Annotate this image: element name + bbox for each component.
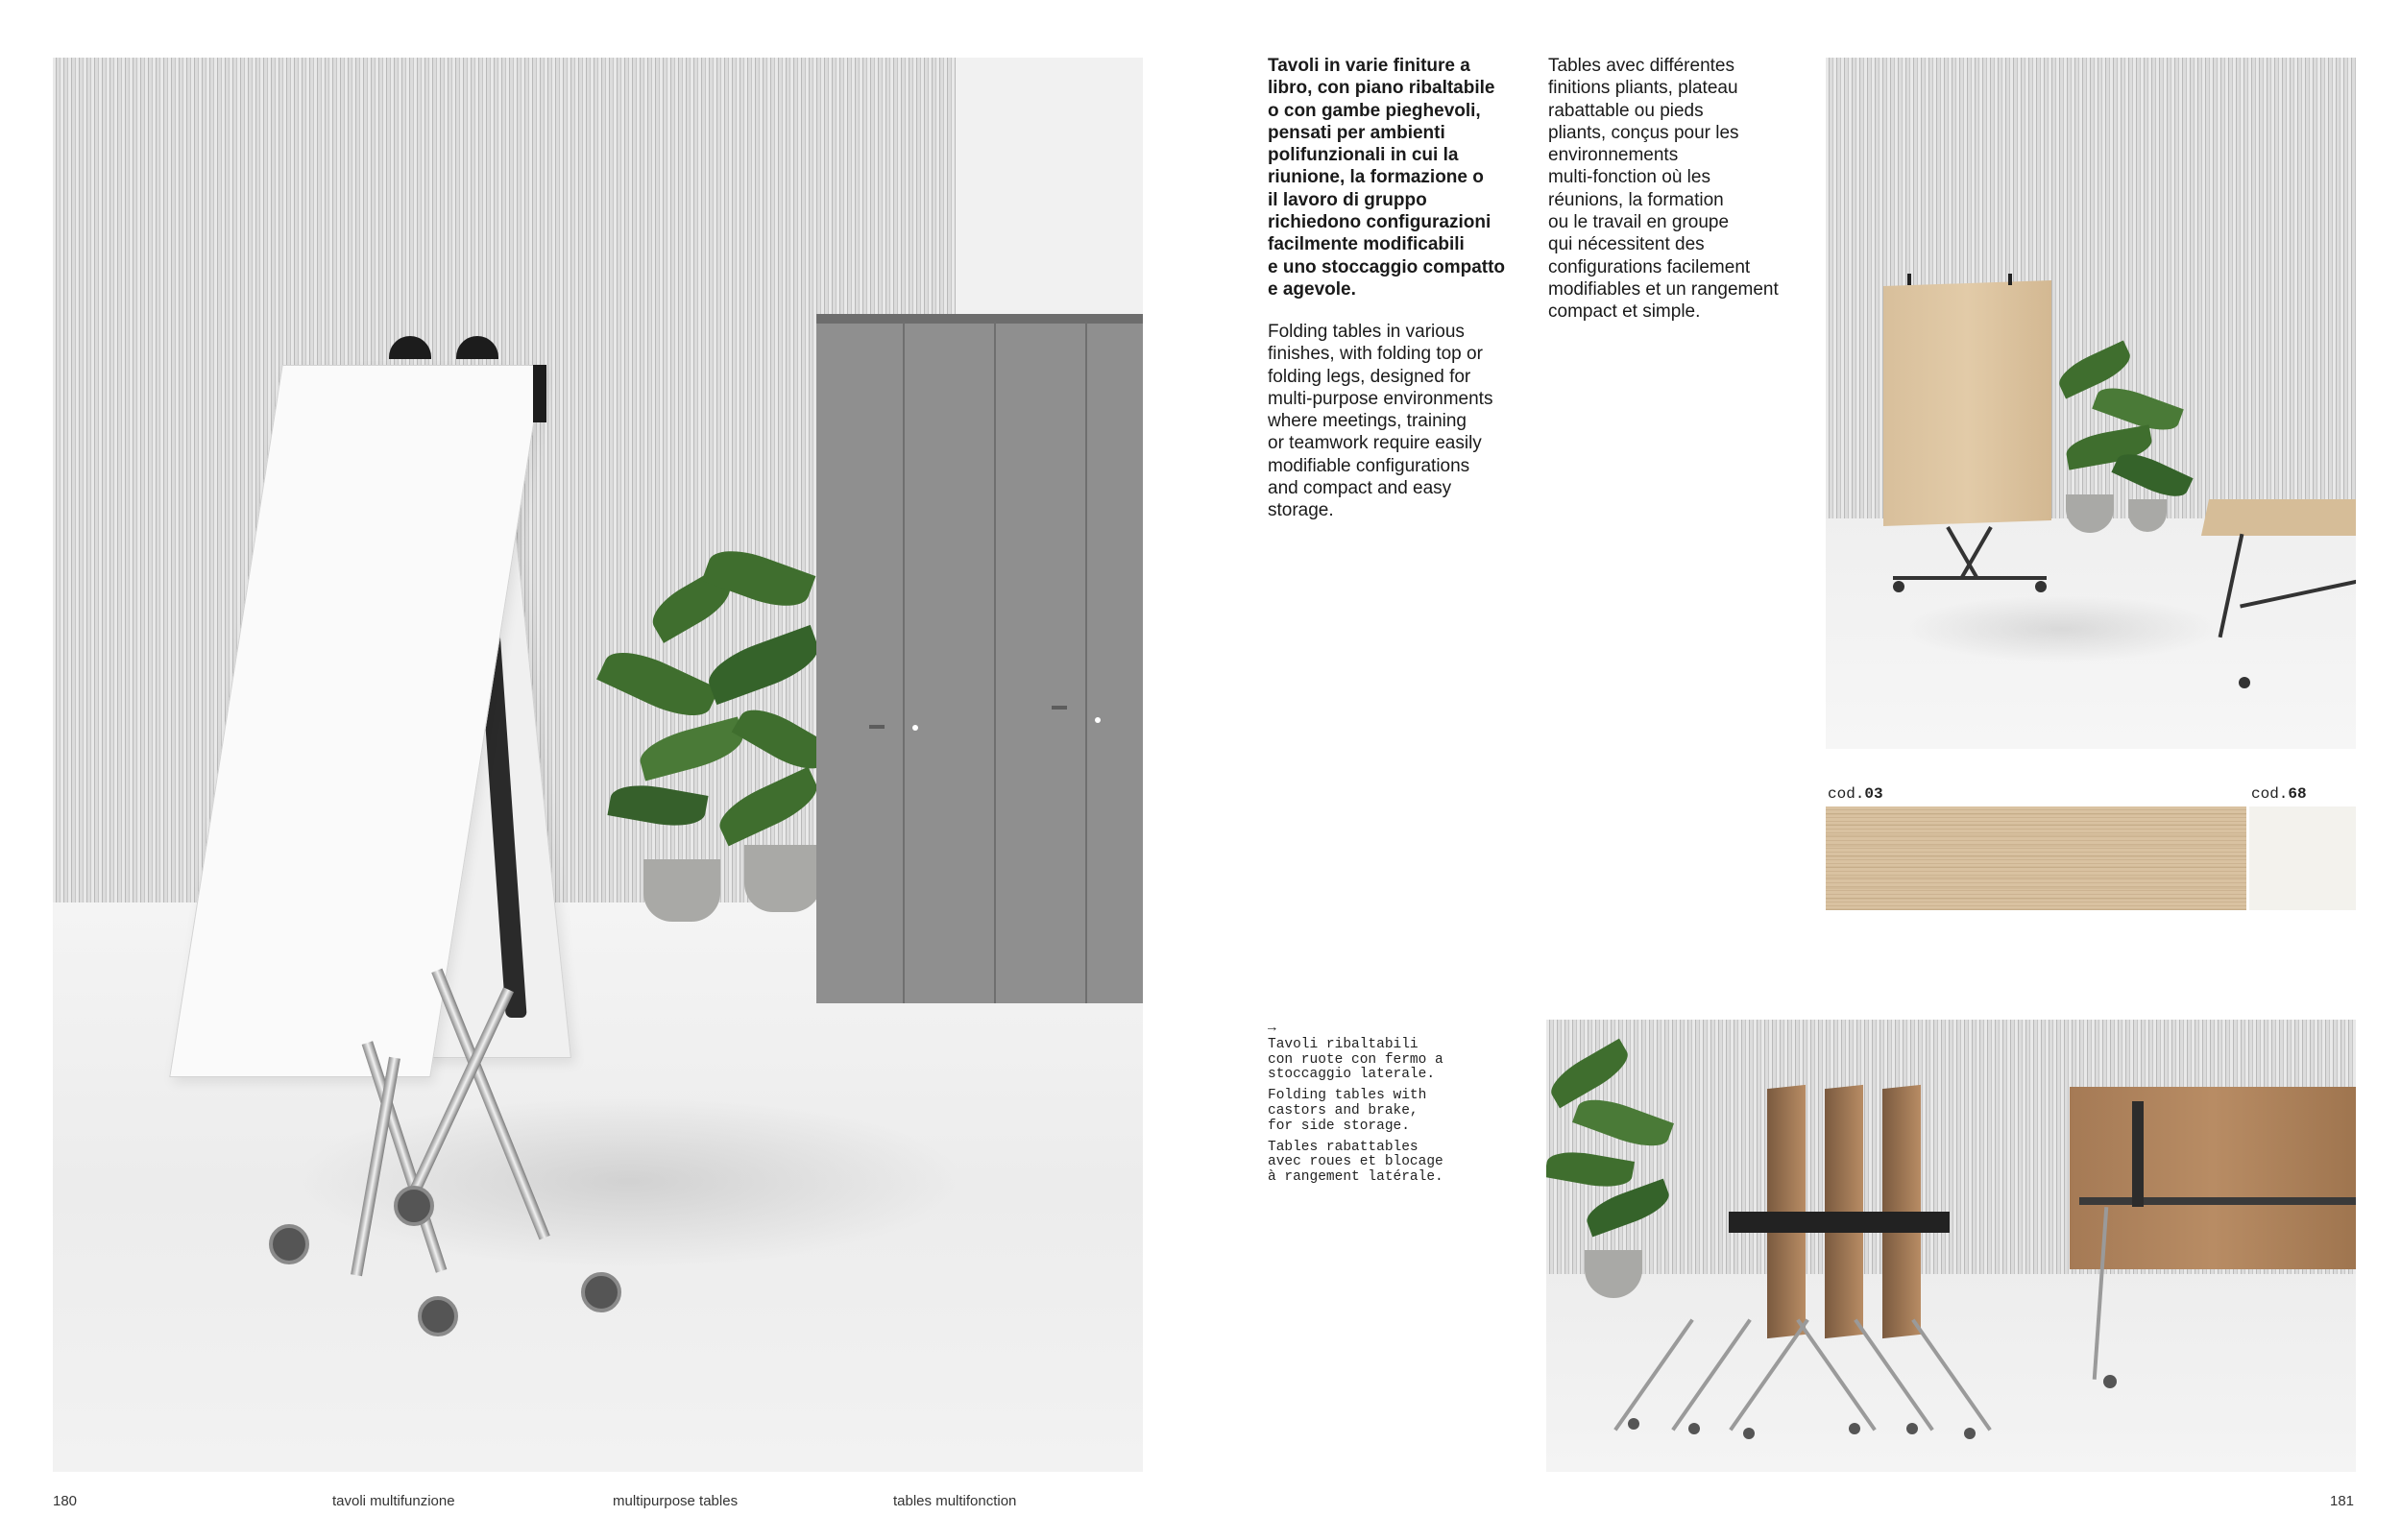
swatch-white xyxy=(2249,806,2356,910)
swatch-label-68: cod.68 xyxy=(2251,785,2307,803)
footer-section-italian: tavoli multifunzione xyxy=(332,1493,455,1509)
intro-text-italian: Tavoli in varie finiture a libro, con piano ribaltabile o con gambe pieghevoli, pensati per ambienti polifunzionali in cui la riunione, la formazione o il lavoro di gruppo richiedono configurazioni facilmente modificabili e uno stoccaggio compatto e agevole. xyxy=(1268,56,1506,300)
main-photo-folding-table xyxy=(53,58,1143,1472)
page-number-right: 181 xyxy=(2330,1493,2355,1509)
walnut-table-wall xyxy=(2070,1087,2356,1269)
photo-caption: → Tavoli ribaltabili con ruote con fermo a stoccaggio laterale. Folding tables with castors and brake, for side storage. Tables rabattables avec roues et blocage à rangement latérale. xyxy=(1268,1022,1460,1186)
photo-oak-folding-table xyxy=(1826,58,2356,749)
oak-tabletop-folded xyxy=(1883,280,2051,526)
intro-text-english: Folding tables in various finishes, with folding top or folding legs, designed for multi-purpose environments where meetings, training or teamwork require easily modifiable configurations and compact and easy storage. xyxy=(1268,322,1493,521)
footer-section-french: tables multifonction xyxy=(893,1493,1017,1509)
footer-section-english: multipurpose tables xyxy=(613,1493,739,1509)
oak-table-open xyxy=(2201,499,2356,536)
arrow-icon: → xyxy=(1268,1021,1276,1036)
photo-walnut-tables-stored xyxy=(1546,1020,2356,1472)
folding-table-white xyxy=(197,346,639,1344)
grey-cabinet xyxy=(816,322,1143,1003)
swatch-label-03: cod.03 xyxy=(1828,785,1883,803)
swatch-oak xyxy=(1826,806,2246,910)
intro-text-french: Tables avec différentes finitions pliants, plateau rabattable ou pieds pliants, conçus pour les environnements multi-fonction où les réunions, la formation ou le travail en groupe qui nécessitent des configurations facilement modifiables et un rangement compact et simple. xyxy=(1548,56,1779,323)
page-number-left: 180 xyxy=(53,1493,78,1509)
